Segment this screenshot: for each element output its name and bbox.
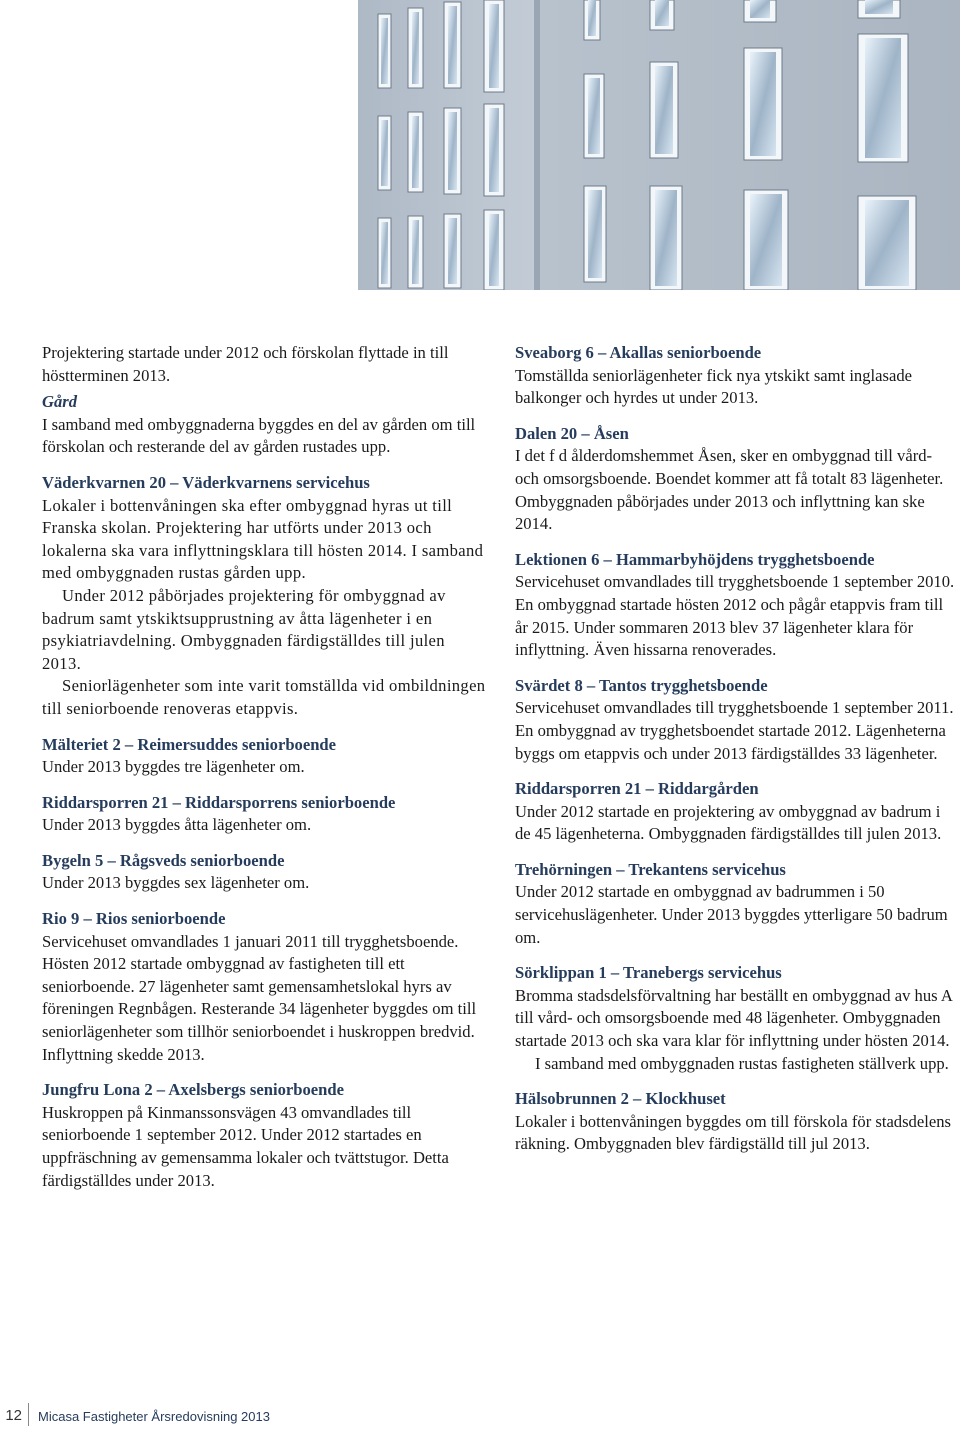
svardet-text: Servicehuset omvandlades till trygghetsboende 1 september 2011. En ombyggnad av trygghetsboendet startade 2012. Lägenheterna byggs om etappvis och under 2013 färdigställdes 33 lägenheter. [515, 698, 954, 763]
riddarsporren-text: Under 2013 byggdes åtta lägenheter om. [42, 815, 312, 835]
gard-heading: Gård [42, 392, 78, 412]
riddargarden-text: Under 2012 startade en projektering av ombyggnad av badrum i de 45 lägenheterna. Ombyggnaden färdigställdes till julen 2013. [515, 801, 942, 844]
lektionen-text: Servicehuset omvandlades till trygghetsboende 1 september 2010. En ombyggnad startade hösten 2012 och pågår etappvis fram till år 2015. Under sommaren 2013 blev 37 lägenheter klara för inflyttning. Även hissarna renoverades. [515, 572, 955, 660]
footer-divider [28, 1403, 29, 1426]
intro-paragraph: Projektering startade under 2012 och förskolan flyttade in till höstterminen 2013. [42, 343, 449, 385]
trehorningen-heading: Trehörningen – Trekantens servicehus [515, 859, 786, 879]
gard-text: I samband med ombyggnaderna byggdes en del av gården om till förskolan och resterande del av gården rustades upp. [42, 414, 476, 457]
sveaborg-text: Tomställda seniorlägenheter fick nya ytskikt samt inglasade balkonger och hyrdes ut under 2013. [515, 365, 912, 408]
right-column [515, 342, 960, 1156]
bygeln-heading: Bygeln 5 – Rågsveds seniorboende [42, 850, 285, 870]
rio-heading: Rio 9 – Rios seniorboende [42, 909, 226, 929]
vaderkvarnen-text-2: Under 2012 påbörjades projektering för ombyggnad av badrum samt ytskiktsupprustning av åtta lägenheter i en psykiatriavdelning. Ombyggnaden färdigställdes till julen 2013. [42, 585, 446, 673]
vaderkvarnen-text: Lokaler i bottenvåningen ska efter ombyggnad hyras ut till Franska skolan. Projektering har utförts under 2013 och lokalerna ska vara inflyttningsklara till hösten 2014. I samband med ombyggnaden rustas gården upp. [42, 495, 484, 583]
dalen-text: I det f d ålderdomshemmet Åsen, sker en ombyggnad till vård- och omsorgsboende. Boendet kommer att få totalt 83 lägenheter. Ombyggnaden påbörjades under 2013 och inflyttning kan ske 2014. [515, 446, 944, 534]
lektionen-heading: Lektionen 6 – Hammarbyhöjdens trygghetsboende [515, 549, 875, 569]
trehorningen-text: Under 2012 startade en ombyggnad av badrummen i 50 servicehuslägenheter. Under 2013 byggdes ytterligare 50 badrum om. [515, 882, 948, 947]
rio-text: Servicehuset omvandlades 1 januari 2011 till trygghetsboende. Hösten 2012 startade ombyggnad av fastigheten till ett seniorboende. 27 lägenheter samt gemensamhetslokal hyrs av föreningen Regnbågen. Resterande 34 lägenheter byggdes om till seniorlägenheter som tillhör seniorboendet i huskroppen bredvid. Inflyttning skedde 2013. [42, 931, 477, 1064]
riddarsporren-heading: Riddarsporren 21 – Riddarsporrens seniorboende [42, 792, 396, 812]
building-facade-photo [358, 0, 960, 290]
jungfru-text: Huskroppen på Kinmanssonsvägen 43 omvandlades till seniorboende 1 september 2012. Under 2012 startades en uppfräschning av gemensamma lokaler och tvättstugor. Detta färdigställdes under 2013. [42, 1102, 449, 1190]
left-column [42, 342, 487, 1192]
malteriet-text: Under 2013 byggdes tre lägenheter om. [42, 757, 305, 777]
halsobrunnen-text: Lokaler i bottenvåningen byggdes om till förskola för stadsdelens räkning. Ombyggnaden blev färdigställd till jul 2013. [515, 1111, 951, 1154]
halsobrunnen-heading: Hälsobrunnen 2 – Klockhuset [515, 1089, 726, 1109]
jungfru-heading: Jungfru Lona 2 – Axelsbergs seniorboende [42, 1080, 344, 1100]
sorklippan-text-2: I samband med ombyggnaden rustas fastigheten ställverk upp. [535, 1053, 949, 1073]
sveaborg-heading: Sveaborg 6 – Akallas seniorboende [515, 343, 762, 362]
sorklippan-text: Bromma stadsdelsförvaltning har beställt en ombyggnad av hus A till vård- och omsorgsboende med 48 lägenheter. Ombyggnaden startade 2013 och ska vara klar för inflyttning under hösten 2014. [515, 985, 952, 1051]
riddargarden-heading: Riddarsporren 21 – Riddargården [515, 779, 759, 799]
bygeln-text: Under 2013 byggdes sex lägenheter om. [42, 873, 310, 893]
publication-title: Micasa Fastigheter Årsredovisning 2013 [38, 1409, 270, 1424]
page-number: 12 [5, 1407, 22, 1424]
vaderkvarnen-heading: Väderkvarnen 20 – Väderkvarnens servicehus [42, 472, 370, 492]
sorklippan-heading: Sörklippan 1 – Tranebergs servicehus [515, 963, 782, 983]
dalen-heading: Dalen 20 – Åsen [515, 423, 629, 443]
svardet-heading: Svärdet 8 – Tantos trygghetsboende [515, 675, 768, 695]
malteriet-heading: Mälteriet 2 – Reimersuddes seniorboende [42, 734, 337, 754]
vaderkvarnen-text-3: Seniorlägenheter som inte varit tomställda vid ombildningen till seniorboende renoveras etappvis. [42, 676, 486, 718]
